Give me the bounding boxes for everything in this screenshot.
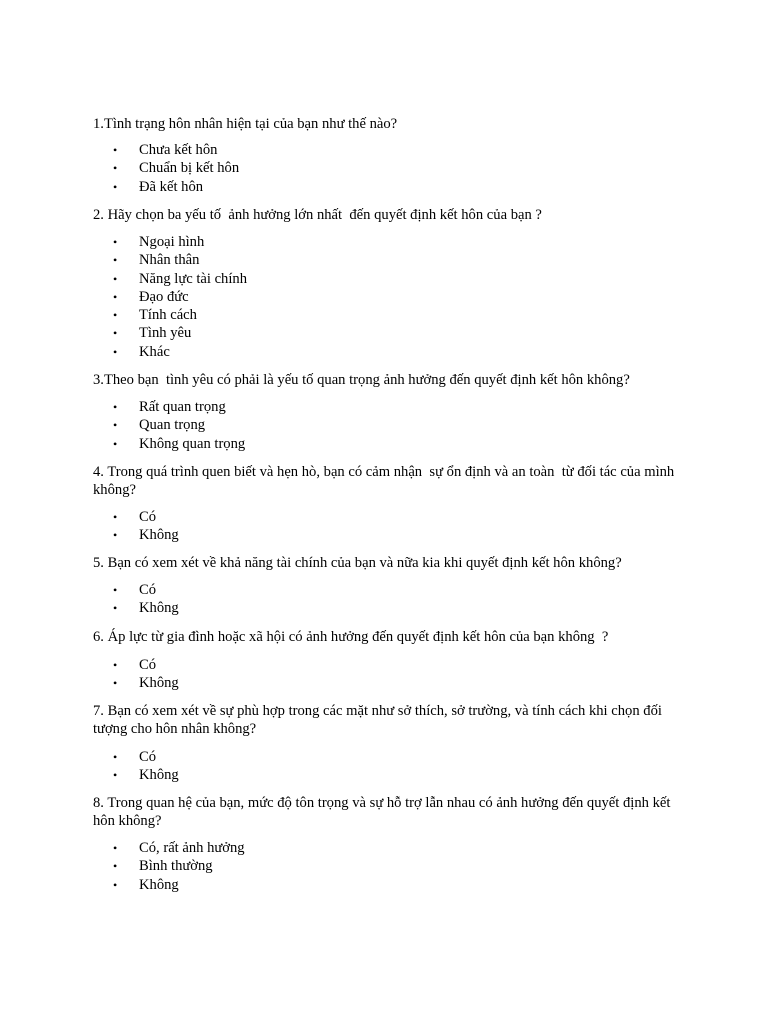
bullet-icon: •	[113, 235, 118, 249]
bullet-icon: •	[113, 436, 118, 451]
bullet-icon: •	[113, 326, 118, 341]
option-label: Chuẩn bị kết hôn	[139, 160, 240, 177]
options-q5	[0, 581, 768, 618]
option-label: Không quan trọng	[139, 435, 246, 452]
bullet-icon: •	[113, 253, 118, 268]
bullet-icon: •	[113, 308, 118, 323]
option-label: Không	[139, 600, 179, 617]
option-label: Đạo đức	[139, 288, 189, 305]
option-label: Không	[139, 675, 179, 692]
list-item	[0, 581, 768, 599]
bullet-icon: •	[113, 583, 118, 597]
list-item	[0, 857, 768, 875]
options-q2	[0, 233, 768, 361]
list-item	[0, 288, 768, 306]
bullet-icon: •	[113, 510, 118, 524]
options-q3	[0, 398, 768, 453]
list-item	[0, 656, 768, 674]
list-item	[0, 839, 768, 857]
list-item	[0, 306, 768, 324]
option-label: Khác	[139, 343, 170, 360]
bullet-icon: •	[113, 289, 118, 304]
option-label: Tình yêu	[139, 325, 192, 342]
bullet-icon: •	[113, 601, 118, 616]
option-label: Không	[139, 876, 179, 893]
bullet-icon: •	[113, 841, 118, 855]
question-7: 7. Bạn có xem xét về sự phù hợp trong các mặt như sở thích, sở trường, và tính cách khi chọn đối tượng cho hôn nhân không?	[93, 703, 666, 738]
option-label: Nhân thân	[139, 252, 200, 269]
option-label: Quan trọng	[139, 417, 206, 434]
bullet-icon: •	[113, 768, 118, 783]
question-4: 4. Trong quá trình quen biết và hẹn hò, bạn có cảm nhận sự ổn định và an toàn từ đối tác của mình không?	[93, 464, 678, 499]
option-label: Chưa kết hôn	[139, 142, 218, 158]
question-1: 1.Tình trạng hôn nhân hiện tại của bạn như thế nào?	[93, 116, 398, 132]
bullet-icon: •	[113, 271, 118, 286]
list-item	[0, 876, 768, 894]
option-label: Có, rất ảnh hưởng	[139, 840, 245, 856]
option-label: Năng lực tài chính	[139, 270, 248, 287]
list-item	[0, 324, 768, 342]
options-q1	[0, 141, 768, 196]
option-label: Tính cách	[139, 307, 197, 324]
bullet-icon: •	[113, 750, 118, 764]
question-5: 5. Bạn có xem xét về khả năng tài chính của bạn và nữa kia khi quyết định kết hôn không?	[93, 555, 622, 571]
list-item	[0, 526, 768, 544]
options-q4	[0, 508, 768, 545]
bullet-icon: •	[113, 658, 118, 672]
list-item	[0, 141, 768, 159]
list-item	[0, 599, 768, 617]
bullet-icon: •	[113, 418, 118, 433]
bullet-icon: •	[113, 179, 118, 194]
list-item	[0, 416, 768, 434]
list-item	[0, 233, 768, 251]
question-6: 6. Áp lực từ gia đình hoặc xã hội có ảnh hưởng đến quyết định kết hôn của bạn không ?	[93, 629, 609, 645]
list-item	[0, 748, 768, 766]
list-item	[0, 343, 768, 361]
options-q8	[0, 839, 768, 894]
option-label: Bình thường	[139, 858, 213, 875]
bullet-icon: •	[113, 400, 118, 414]
bullet-icon: •	[113, 344, 118, 359]
option-label: Ngoại hình	[139, 234, 205, 250]
bullet-icon: •	[113, 877, 118, 892]
bullet-icon: •	[113, 143, 118, 157]
question-3: 3.Theo bạn tình yêu có phải là yếu tố quan trọng ảnh hưởng đến quyết định kết hôn không?	[93, 372, 630, 388]
list-item	[0, 766, 768, 784]
option-label: Đã kết hôn	[139, 178, 204, 195]
options-q6	[0, 656, 768, 693]
list-item	[0, 674, 768, 692]
question-2: 2. Hãy chọn ba yếu tố ảnh hưởng lớn nhất đến quyết định kết hôn của bạn ?	[93, 207, 542, 223]
bullet-icon: •	[113, 676, 118, 691]
option-label: Có	[139, 582, 157, 598]
list-item	[0, 435, 768, 453]
list-item	[0, 159, 768, 177]
bullet-icon: •	[113, 161, 118, 176]
options-q7	[0, 748, 768, 785]
option-label: Có	[139, 509, 157, 525]
list-item	[0, 508, 768, 526]
option-label: Có	[139, 657, 157, 673]
list-item	[0, 178, 768, 196]
list-item	[0, 251, 768, 269]
bullet-icon: •	[113, 859, 118, 874]
question-8: 8. Trong quan hệ của bạn, mức độ tôn trọng và sự hỗ trợ lẫn nhau có ảnh hưởng đến quyết định kết hôn không?	[93, 795, 675, 830]
option-label: Có	[139, 749, 157, 765]
list-item	[0, 270, 768, 288]
option-label: Không	[139, 527, 179, 544]
option-label: Rất quan trọng	[139, 399, 226, 415]
bullet-icon: •	[113, 528, 118, 543]
option-label: Không	[139, 767, 179, 784]
list-item	[0, 398, 768, 416]
